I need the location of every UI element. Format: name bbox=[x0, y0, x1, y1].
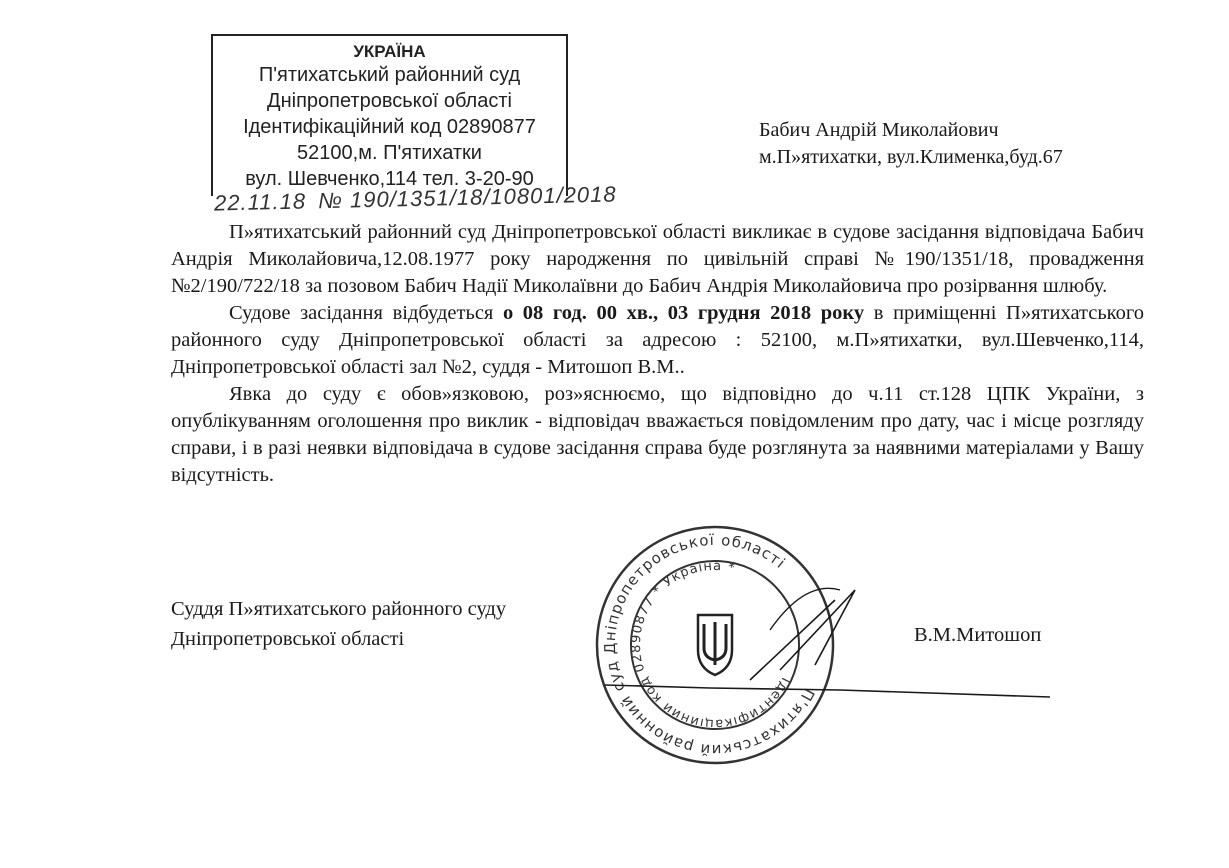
addressee-block bbox=[759, 117, 1063, 171]
signature-title bbox=[171, 594, 506, 654]
seal-outer-text: П'ятихатський районний суд Дніпропетровської області bbox=[600, 530, 819, 760]
judge-title-line2: Дніпропетровської області bbox=[171, 628, 405, 650]
addressee-name: Бабич Андрій Миколайович bbox=[759, 119, 999, 141]
stamp-city: 52100,м. П'ятихатки bbox=[297, 142, 482, 164]
hearing-datetime: о 08 год. 00 хв., 03 грудня 2018 року bbox=[502, 302, 865, 324]
judge-name: В.М.Митошоп bbox=[914, 624, 1042, 646]
stamp-court-name: П'ятихатський районний суд bbox=[258, 64, 521, 86]
stamp-street: вул. Шевченко,114 тел. 3-20-90 bbox=[245, 168, 534, 190]
paragraph-attendance: Явка до суду є обов»язковою, роз»яснюємо, що відповідно до ч.11 ст.128 ЦПК України, з опублікуванням оголошення про виклик - відповідач вважається повідомленим про дату, час і місце розгляду справи, і в разі неявки відповідача в судове засідання справа буде розглянута за наявними матеріалами у Вашу відсутність. bbox=[171, 383, 1144, 486]
paragraph-hearing bbox=[171, 300, 1144, 381]
registration-date: 22.11.18 bbox=[213, 188, 307, 216]
paragraph-summons: П»ятихатський районний суд Дніпропетровської області викликає в судове засідання відповідача Бабич Андрія Миколайовича,12.08.1977 року народження по цивільній справі №190/1351/18, провадження №2/190/722/18 за позовом Бабич Надії Миколаївни до Бабич Андрія Миколайовича про розірвання шлюбу. bbox=[171, 221, 1144, 297]
registration-number: № 190/1351/18/10801/2018 bbox=[317, 181, 617, 214]
hearing-text-post: в приміщенні П»ятихатського районного суду Дніпропетровської області за адресою : 52100, м.П»ятихатки, вул.Шевченко,114, Дніпропетровської області зал №2, суддя - Митошоп В.М.. bbox=[171, 302, 1144, 378]
stamp-region: Дніпропетровської області bbox=[267, 90, 512, 112]
document-body bbox=[171, 219, 1144, 489]
judge-title-line1: Суддя П»ятихатського районного суду bbox=[171, 598, 507, 620]
stamp-id-code: Ідентифікаційний код 02890877 bbox=[243, 116, 536, 138]
addressee-address: м.П»ятихатки, вул.Клименка,буд.67 bbox=[759, 146, 1063, 168]
stamp-country: УКРАЇНА bbox=[353, 42, 426, 61]
rectangular-stamp bbox=[211, 34, 568, 196]
seal-inner-text: Ідентифікаційний код 02890877 * Україна * bbox=[628, 558, 793, 732]
handwritten-signature bbox=[590, 560, 1060, 740]
hearing-text-pre: Судове засідання відбудеться bbox=[229, 302, 503, 324]
